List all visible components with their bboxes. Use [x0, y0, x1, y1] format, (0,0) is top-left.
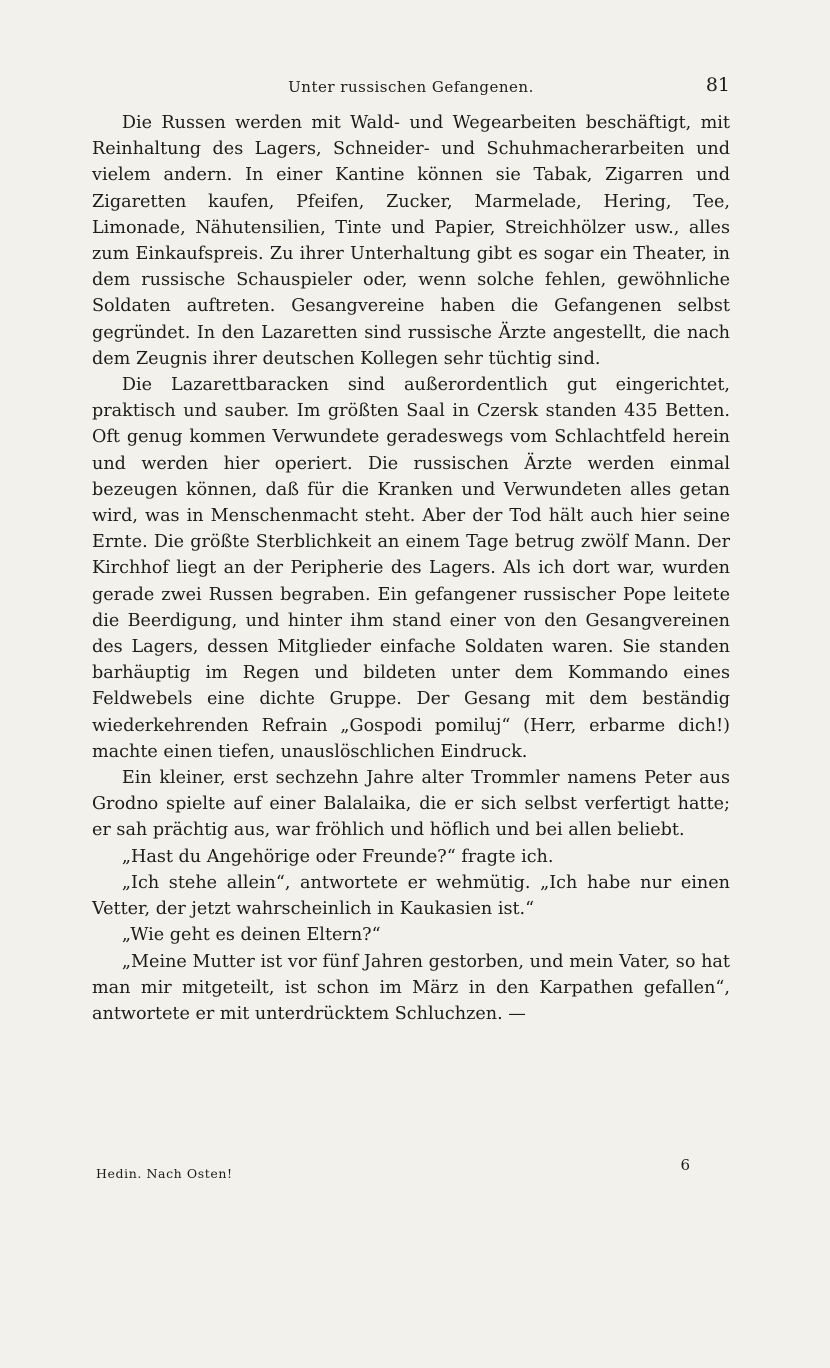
paragraph: Ein kleiner, erst sechzehn Jahre alter Trommler namens Peter aus Grodno spielte auf einer Balalaika, die er sich selbst verfertigt hatte; er sah prächtig aus, war fröhlich und höflich und bei allen beliebt. — [92, 768, 730, 841]
paragraph: „Wie geht es deinen Eltern?“ — [121, 925, 381, 946]
page-footer — [92, 1156, 730, 1186]
running-head — [92, 70, 730, 110]
sheet-number: 6 — [680, 1156, 690, 1174]
paragraph: „Hast du Angehörige oder Freunde?“ fragte ich. — [121, 846, 554, 867]
body-text — [92, 110, 730, 1027]
paragraph: Die Lazarettbaracken sind außerordentlich gut eingerichtet, praktisch und sauber. Im größten Saal in Czersk standen 435 Betten. Oft genug kommen Verwundete geradeswegs vom Schlachtfeld herein und werden hier operiert. Die russischen Ärzte werden einmal bezeugen können, daß für die Kranken und Verwundeten alles getan wird, was in Menschenmacht steht. Aber der Tod hält auch hier seine Ernte. Die größte Sterblichkeit an einem Tage betrug zwölf Mann. Der Kirchhof liegt an der Peripherie des Lagers. Als ich dort war, wurden gerade zwei Russen begraben. Ein gefangener russischer Pope leitete die Beerdigung, und hinter ihm stand einer von den Gesangvereinen des Lagers, dessen Mitglieder einfache Soldaten waren. Sie standen barhäuptig im Regen und bildeten unter dem Kommando eines Feldwebels eine dichte Gruppe. Der Gesang mit dem beständig wiederkehrenden Refrain „Gospodi pomiluj“ (Herr, erbarme dich!) machte einen tiefen, unauslöschlichen Eindruck. — [92, 375, 730, 762]
book-page — [92, 70, 730, 1181]
paragraph: „Meine Mutter ist vor fünf Jahren gestorben, und mein Vater, so hat man mir mitgeteilt, ist schon im März in den Karpathen gefallen“, antwortete er mit unterdrücktem Schluchzen. — — [92, 951, 730, 1024]
page-number: 81 — [705, 74, 730, 96]
footer-signature: Hedin. Nach Osten! — [96, 1166, 233, 1181]
paragraph: Die Russen werden mit Wald- und Wegearbeiten beschäftigt, mit Reinhaltung des Lagers, Schneider- und Schuhmacherarbeiten und vielem andern. In einer Kantine können sie Tabak, Zigarren und Zigaretten kaufen, Pfeifen, Zucker, Marmelade, Hering, Tee, Limonade, Nähutensilien, Tinte und Papier, Streichhölzer usw., alles zum Einkaufspreis. Zu ihrer Unterhaltung gibt es sogar ein Theater, in dem russische Schauspieler oder, wenn solche fehlen, gewöhnliche Soldaten auftreten. Gesangvereine haben die Gefangenen selbst gegründet. In den Lazaretten sind russische Ärzte angestellt, die nach dem Zeugnis ihrer deutschen Kollegen sehr tüchtig sind. — [92, 113, 730, 369]
running-title: Unter russischen Gefangenen. — [288, 78, 534, 96]
paragraph: „Ich stehe allein“, antwortete er wehmütig. „Ich habe nur einen Vetter, der jetzt wahrscheinlich in Kaukasien ist.“ — [92, 872, 730, 920]
